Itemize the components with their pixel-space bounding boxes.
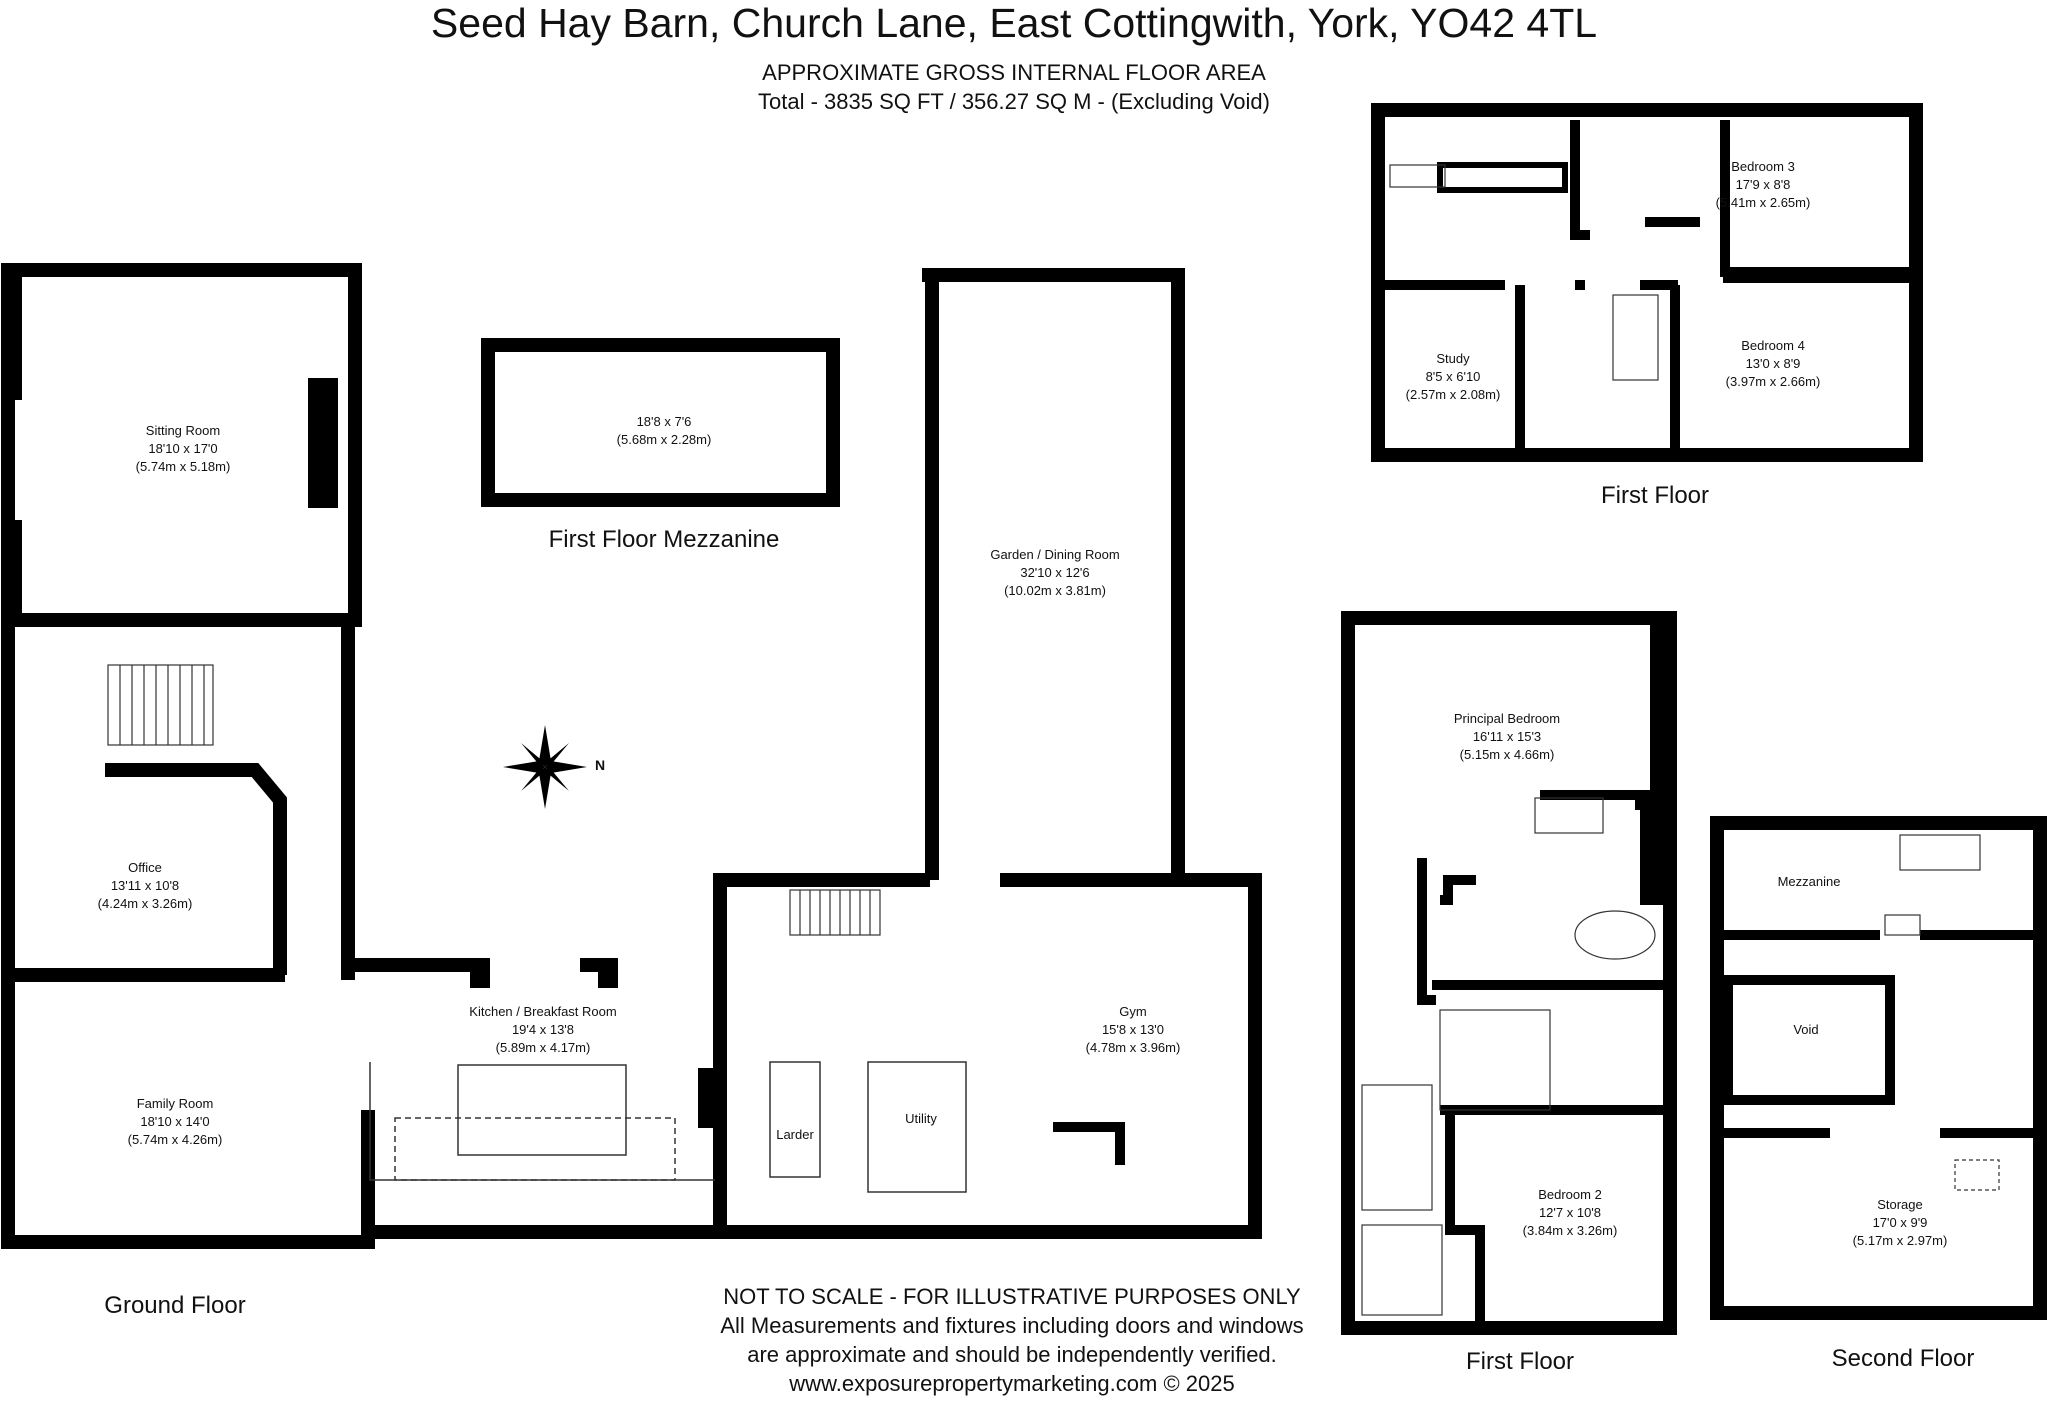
disclaimer-website: www.exposurepropertymarketing.com © 2025 xyxy=(789,1371,1235,1396)
floor-label-ground: Ground Floor xyxy=(104,1292,246,1319)
room-study: Study 8'5 x 6'10 (2.57m x 2.08m) xyxy=(1405,351,1501,402)
room-utility: Utility xyxy=(905,1111,937,1126)
floor-label-second: Second Floor xyxy=(1831,1345,1975,1372)
room-mezzanine-area: 18'8 x 7'6 (5.68m x 2.28m) xyxy=(616,414,712,447)
middle-stairs xyxy=(1440,1010,1550,1110)
kitchen-island xyxy=(458,1065,626,1155)
upper-stairs xyxy=(1535,798,1603,833)
utility-stairs xyxy=(790,890,880,935)
utility-walls xyxy=(720,880,930,1232)
compass-north-label: N xyxy=(594,757,606,773)
room-gym: Gym 15'8 x 13'0 (4.78m x 3.96m) xyxy=(1085,1004,1181,1055)
room-mezzanine: Mezzanine xyxy=(1777,874,1841,889)
room-bedroom-2: Bedroom 2 12'7 x 10'8 (3.84m x 3.26m) xyxy=(1522,1187,1618,1238)
disclaimer-measurements: All Measurements and fixtures including doors and windows xyxy=(720,1313,1304,1338)
room-kitchen: Kitchen / Breakfast Room 19'4 x 13'8 (5.89m x 4.17m) xyxy=(469,1004,617,1055)
room-office: Office 13'11 x 10'8 (4.24m x 3.26m) xyxy=(97,860,193,911)
floor-area-total: Total - 3835 SQ FT / 356.27 SQ M - (Excluding Void) xyxy=(758,89,1270,114)
room-garden-dining: Garden / Dining Room 32'10 x 12'6 (10.02m x 3.81m) xyxy=(990,547,1120,598)
compass-rose xyxy=(503,725,587,809)
disclaimer-not-to-scale: NOT TO SCALE - FOR ILLUSTRATIVE PURPOSES ONLY xyxy=(723,1284,1301,1309)
floor-label-mezzanine: First Floor Mezzanine xyxy=(548,526,780,553)
room-storage: Storage 17'0 x 9'9 (5.17m x 2.97m) xyxy=(1852,1197,1948,1248)
property-address-title: Seed Hay Barn, Church Lane, East Cottingwith, York, YO42 4TL xyxy=(430,0,1598,46)
room-void: Void xyxy=(1793,1022,1819,1037)
room-family: Family Room 18'10 x 14'0 (5.74m x 4.26m) xyxy=(127,1096,223,1147)
lower-stairs xyxy=(1362,1085,1432,1210)
shower-icon xyxy=(1362,1225,1442,1315)
ground-stairs xyxy=(108,665,213,745)
room-larder: Larder xyxy=(776,1127,814,1142)
room-sitting: Sitting Room 18'10 x 17'0 (5.74m x 5.18m) xyxy=(135,423,231,474)
room-bedroom-3: Bedroom 3 17'9 x 8'8 (5.41m x 2.65m) xyxy=(1715,159,1811,210)
floor-label-first-b: First Floor xyxy=(1466,1348,1574,1375)
room-bedroom-4: Bedroom 4 13'0 x 8'9 (3.97m x 2.66m) xyxy=(1725,338,1821,389)
floor-label-first-a: First Floor xyxy=(1601,482,1709,509)
office-walls xyxy=(8,620,285,975)
disclaimer-verify: are approximate and should be independently verified. xyxy=(747,1342,1277,1367)
larder-unit xyxy=(770,1062,820,1177)
bath-icon xyxy=(1575,911,1655,959)
floor-area-heading: APPROXIMATE GROSS INTERNAL FLOOR AREA xyxy=(762,60,1266,85)
room-principal-bedroom: Principal Bedroom 16'11 x 15'3 (5.15m x 4.66m) xyxy=(1453,711,1561,762)
